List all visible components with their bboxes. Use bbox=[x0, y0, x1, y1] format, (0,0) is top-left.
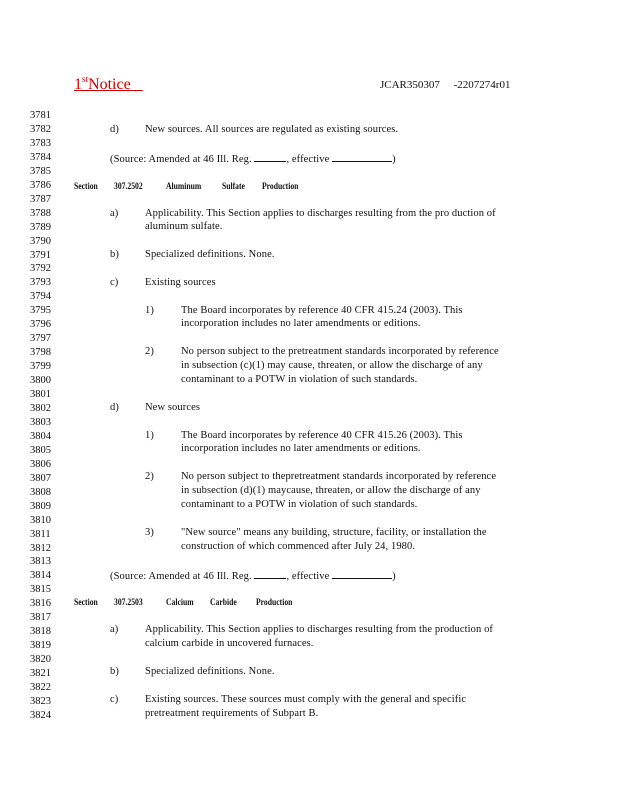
body-text: contaminant to a POTW in violation of such standards. bbox=[181, 374, 418, 385]
body-text: Specialized definitions. None. bbox=[145, 249, 275, 260]
line-number: 3804 bbox=[30, 430, 51, 442]
line-number: 3816 bbox=[30, 598, 51, 610]
line-number: 3824 bbox=[30, 709, 51, 721]
line-number: 3810 bbox=[30, 514, 51, 526]
body-text: aluminum sulfate. bbox=[145, 221, 223, 232]
line-number: 3797 bbox=[30, 333, 51, 345]
body-text: Specialized definitions. None. bbox=[145, 666, 275, 677]
notice-title bbox=[74, 74, 143, 94]
section-heading-word: Aluminum bbox=[166, 181, 202, 191]
line-number: 3787 bbox=[30, 193, 51, 205]
line-number: 3781 bbox=[30, 110, 51, 121]
blank-line bbox=[332, 569, 392, 579]
line-number: 3805 bbox=[30, 444, 51, 456]
line-number: 3817 bbox=[30, 612, 51, 624]
line-number: 3809 bbox=[30, 500, 51, 512]
line-number: 3795 bbox=[30, 305, 51, 317]
line-number: 3798 bbox=[30, 347, 51, 359]
body-text: incorporation includes no later amendments or editions. bbox=[181, 318, 421, 329]
line-number: 3788 bbox=[30, 207, 51, 219]
body-text: Applicability. This Section applies to discharges resulting from the pro duction of bbox=[145, 208, 496, 219]
notice-label: Notice bbox=[88, 76, 131, 93]
line-number: 3785 bbox=[30, 165, 51, 177]
line-number: 3796 bbox=[30, 319, 51, 331]
section-heading-word: Production bbox=[262, 181, 299, 191]
item-label: 1) bbox=[145, 430, 154, 441]
line-number: 3793 bbox=[30, 277, 51, 289]
body-text: The Board incorporates by reference 40 CFR 415.24 (2003). This bbox=[181, 305, 463, 316]
line-number: 3815 bbox=[30, 584, 51, 596]
line-number: 3812 bbox=[30, 542, 51, 554]
section-heading-label: Section bbox=[74, 597, 98, 607]
jcar-code: JCAR350307 -2207274r01 bbox=[380, 79, 511, 91]
line-number: 3814 bbox=[30, 570, 51, 582]
section-heading-number: 307.2503 bbox=[114, 597, 143, 607]
line-number: 3803 bbox=[30, 416, 51, 428]
item-label: a) bbox=[110, 208, 119, 219]
item-label: d) bbox=[110, 402, 119, 413]
body-text: New sources bbox=[145, 402, 201, 413]
line-number: 3823 bbox=[30, 695, 51, 707]
source-note: (Source: Amended at 46 Ill. Reg. , effective ) bbox=[110, 571, 396, 582]
line-number: 3790 bbox=[30, 235, 51, 247]
item-label: c) bbox=[110, 277, 119, 288]
line-number: 3806 bbox=[30, 458, 51, 470]
body-text: pretreatment requirements of Subpart B. bbox=[145, 708, 319, 719]
line-number: 3818 bbox=[30, 626, 51, 638]
section-heading-label: Section bbox=[74, 181, 98, 191]
body-text: contaminant to a POTW in violation of such standards. bbox=[181, 499, 418, 510]
line-number: 3807 bbox=[30, 472, 51, 484]
blank-line bbox=[332, 152, 392, 162]
line-number: 3821 bbox=[30, 668, 51, 679]
body-text: No person subject to thepretreatment standards incorporated by reference bbox=[181, 471, 497, 482]
line-number: 3802 bbox=[30, 402, 51, 414]
section-heading-word: Production bbox=[256, 597, 293, 607]
item-label: b) bbox=[110, 249, 119, 260]
item-label: 1) bbox=[145, 305, 154, 316]
line-number: 3782 bbox=[30, 124, 51, 135]
body-text: incorporation includes no later amendments or editions. bbox=[181, 443, 421, 454]
line-number: 3783 bbox=[30, 137, 51, 149]
body-text: New sources. All sources are regulated as existing sources. bbox=[145, 124, 399, 135]
item-label: d) bbox=[110, 124, 119, 135]
line-number: 3808 bbox=[30, 486, 51, 498]
item-label: 2) bbox=[145, 471, 154, 482]
line-number: 3799 bbox=[30, 361, 51, 373]
body-text: "New source" means any building, structure, facility, or installation the bbox=[181, 527, 487, 538]
notice-number: 1 bbox=[74, 76, 82, 93]
line-number: 3786 bbox=[30, 179, 51, 191]
item-label: 3) bbox=[145, 527, 154, 538]
body-text: The Board incorporates by reference 40 CFR 415.26 (2003). This bbox=[181, 430, 463, 441]
section-heading-word: Carbide bbox=[210, 597, 237, 607]
body-text: No person subject to the pretreatment standards incorporated by reference bbox=[181, 346, 499, 357]
item-label: c) bbox=[110, 694, 119, 705]
body-text: in subsection (d)(1) maycause, threaten, or allow the discharge of any bbox=[181, 485, 481, 496]
item-label: 2) bbox=[145, 346, 154, 357]
line-number: 3822 bbox=[30, 681, 51, 693]
body-text: Existing sources. These sources must comply with the general and specific bbox=[145, 694, 467, 705]
blank-line bbox=[254, 152, 286, 162]
line-number: 3792 bbox=[30, 263, 51, 275]
body-text: Applicability. This Section applies to discharges resulting from the production of bbox=[145, 624, 494, 635]
body-text: calcium carbide in uncovered furnaces. bbox=[145, 638, 314, 649]
blank-line bbox=[254, 569, 286, 579]
line-number: 3813 bbox=[30, 556, 51, 568]
line-number: 3800 bbox=[30, 375, 51, 387]
line-number: 3784 bbox=[30, 151, 51, 163]
body-text: in subsection (c)(1) may cause, threaten, or allow the discharge of any bbox=[181, 360, 483, 371]
line-number: 3819 bbox=[30, 640, 51, 652]
notice-superscript: st bbox=[82, 74, 89, 84]
section-heading-word: Sulfate bbox=[222, 181, 245, 191]
section-heading-word: Calcium bbox=[166, 597, 194, 607]
line-number: 3811 bbox=[30, 528, 51, 540]
line-number: 3794 bbox=[30, 291, 51, 303]
line-number: 3789 bbox=[30, 221, 51, 233]
source-note: (Source: Amended at 46 Ill. Reg. , effective ) bbox=[110, 154, 396, 165]
body-text: Existing sources bbox=[145, 277, 216, 288]
body-text: construction of which commenced after July 24, 1980. bbox=[181, 541, 416, 552]
item-label: b) bbox=[110, 666, 119, 677]
line-number: 3820 bbox=[30, 654, 51, 665]
item-label: a) bbox=[110, 624, 119, 635]
section-heading-number: 307.2502 bbox=[114, 181, 143, 191]
line-number: 3791 bbox=[30, 249, 51, 261]
line-number: 3801 bbox=[30, 389, 51, 400]
